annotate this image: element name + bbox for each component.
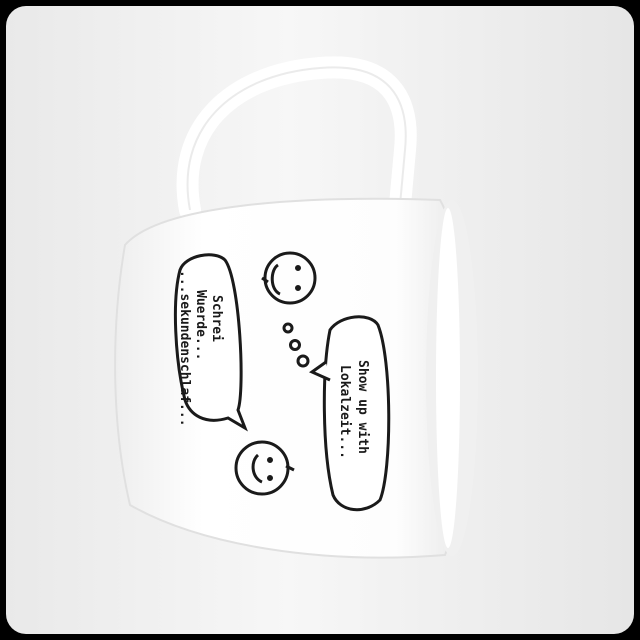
right-bubble-line-1: Show up with	[355, 360, 370, 454]
left-bubble-line-3: ...sekundenschlaf...	[177, 270, 192, 427]
left-bubble-line-1: Schrei	[209, 295, 224, 342]
left-bubble-line-2: Wuerde...	[193, 290, 208, 361]
right-bubble-line-2: Lokalzeit...	[337, 365, 352, 459]
